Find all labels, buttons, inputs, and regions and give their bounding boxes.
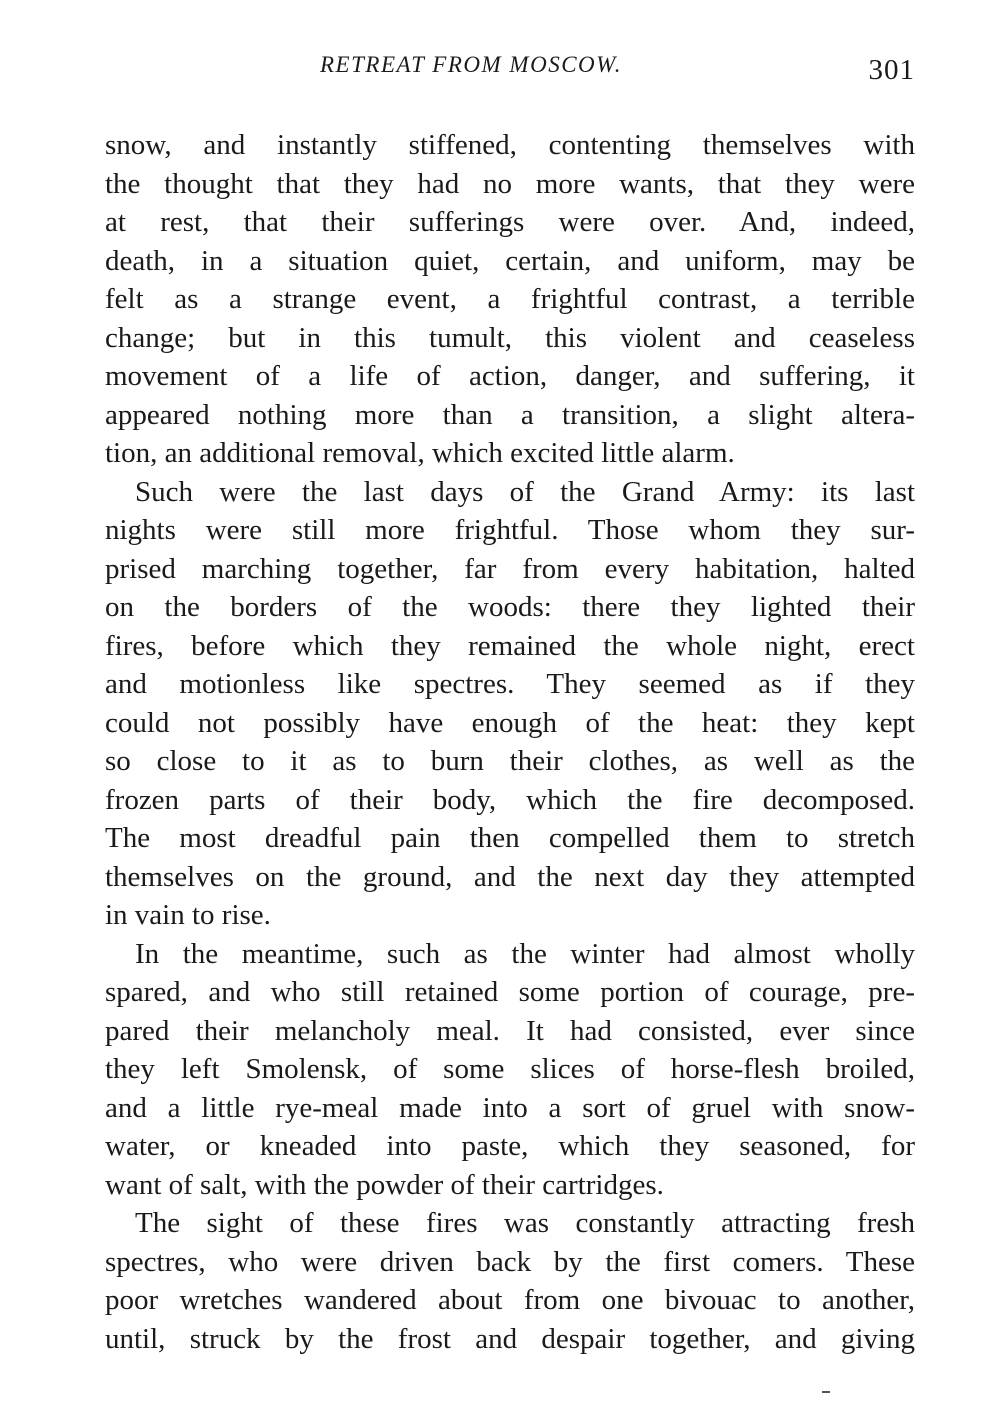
text-line: poor wretches wandered about from one bivouac to another, — [105, 1284, 915, 1316]
text-line: spared, and who still retained some portion of courage, pre- — [105, 976, 915, 1008]
text-line: in vain to rise. — [105, 899, 271, 931]
paragraph — [105, 473, 915, 935]
paragraph — [105, 1204, 915, 1358]
text-line: they left Smolensk, of some slices of horse-flesh broiled, — [105, 1053, 915, 1085]
text-line: The sight of these fires was constantly attracting fresh — [135, 1207, 915, 1239]
paragraph — [105, 935, 915, 1205]
text-line: The most dreadful pain then compelled them to stretch — [105, 822, 915, 854]
text-line: spectres, who were driven back by the first comers. These — [105, 1245, 915, 1278]
text-line: prised marching together, far from every habitation, halted — [105, 552, 915, 585]
text-line: so close to it as to burn their clothes, as well as the — [105, 745, 915, 777]
text-line: themselves on the ground, and the next day they attempted — [105, 860, 915, 893]
text-line: change; but in this tumult, this violent and ceaseless — [105, 321, 915, 354]
running-title: RETREAT FROM MOSCOW. — [320, 52, 622, 77]
text-line: fires, before which they remained the whole night, erect — [105, 629, 915, 662]
paragraph — [105, 126, 915, 473]
text-line: on the borders of the woods: there they lighted their — [105, 591, 915, 623]
text-line: felt as a strange event, a frightful contrast, a terrible — [105, 283, 915, 315]
text-line: could not possibly have enough of the heat: they kept — [105, 706, 915, 739]
text-line: and a little rye-meal made into a sort of gruel with snow- — [105, 1091, 915, 1124]
text-line: and motionless like spectres. They seemed as if they — [105, 668, 915, 700]
body-text — [105, 126, 915, 1358]
text-line: Such were the last days of the Grand Army: its last — [135, 475, 915, 508]
text-line: frozen parts of their body, which the fire decomposed. — [105, 783, 915, 816]
text-line: appeared nothing more than a transition, a slight altera- — [105, 398, 915, 431]
text-line: movement of a life of action, danger, and suffering, it — [105, 360, 915, 392]
text-line: water, or kneaded into paste, which they seasoned, for — [105, 1130, 915, 1162]
text-line: death, in a situation quiet, certain, and uniform, may be — [105, 244, 915, 277]
text-line: snow, and instantly stiffened, contenting themselves with — [105, 129, 915, 161]
text-line: at rest, that their sufferings were over. And, indeed, — [105, 206, 915, 238]
page-number: 301 — [868, 54, 915, 86]
scan-speck — [822, 1391, 830, 1393]
text-line: In the meantime, such as the winter had almost wholly — [135, 937, 915, 970]
text-line: the thought that they had no more wants, that they were — [105, 167, 915, 200]
text-line: want of salt, with the powder of their cartridges. — [105, 1168, 664, 1201]
text-line: until, struck by the frost and despair together, and giving — [105, 1322, 915, 1355]
text-line: tion, an additional removal, which excited little alarm. — [105, 437, 735, 469]
text-line: nights were still more frightful. Those whom they sur- — [105, 514, 915, 546]
page-header — [105, 52, 915, 92]
text-line: pared their melancholy meal. It had consisted, ever since — [105, 1014, 915, 1047]
